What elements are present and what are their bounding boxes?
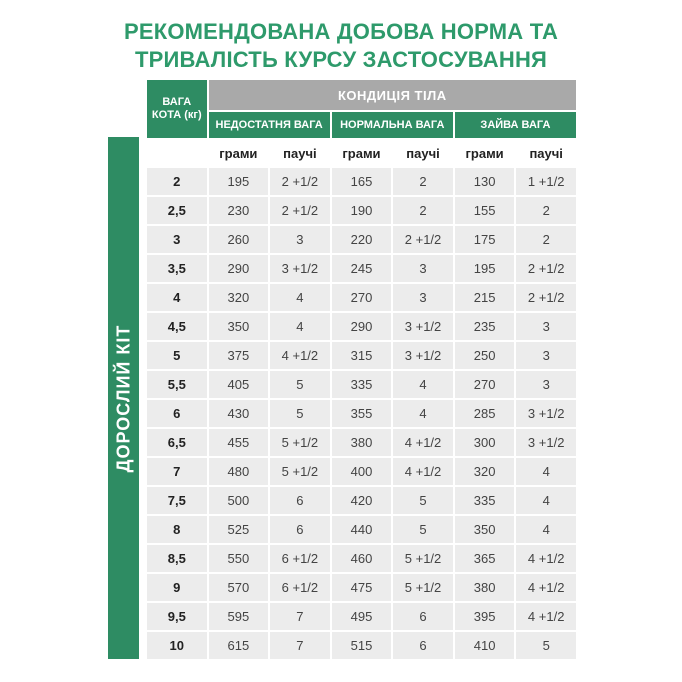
pouches-cell: 3 +1/2 — [270, 255, 330, 282]
weight-cell: 10 — [147, 632, 207, 659]
grams-cell: 215 — [455, 284, 515, 311]
pouches-cell: 4 — [393, 371, 453, 398]
grams-cell: 455 — [209, 429, 269, 456]
grams-cell: 335 — [332, 371, 392, 398]
grams-cell: 550 — [209, 545, 269, 572]
grams-cell: 500 — [209, 487, 269, 514]
grams-cell: 350 — [209, 313, 269, 340]
grams-cell: 300 — [455, 429, 515, 456]
weight-cell: 3,5 — [147, 255, 207, 282]
pouches-cell: 3 — [393, 284, 453, 311]
pouches-cell: 6 — [393, 632, 453, 659]
pouches-cell: 3 — [270, 226, 330, 253]
pouches-cell: 5 — [270, 400, 330, 427]
grams-cell: 365 — [455, 545, 515, 572]
grams-cell: 460 — [332, 545, 392, 572]
weight-cell: 5 — [147, 342, 207, 369]
grams-cell: 525 — [209, 516, 269, 543]
unit-grams-header: грами — [455, 140, 515, 166]
weight-cell: 7 — [147, 458, 207, 485]
pouches-cell: 5 +1/2 — [270, 458, 330, 485]
pouches-cell: 4 — [516, 487, 576, 514]
weight-cell: 7,5 — [147, 487, 207, 514]
grams-cell: 320 — [209, 284, 269, 311]
pouches-cell: 2 — [516, 197, 576, 224]
weight-cell: 9 — [147, 574, 207, 601]
table-row — [147, 632, 576, 659]
table-row — [147, 197, 576, 224]
grams-cell: 290 — [209, 255, 269, 282]
pouches-cell: 5 +1/2 — [393, 574, 453, 601]
table-row — [147, 487, 576, 514]
table-row — [147, 574, 576, 601]
grams-cell: 495 — [332, 603, 392, 630]
pouches-cell: 4 — [270, 284, 330, 311]
unit-blank-cell — [147, 140, 207, 166]
weight-cell: 3 — [147, 226, 207, 253]
grams-cell: 235 — [455, 313, 515, 340]
grams-cell: 175 — [455, 226, 515, 253]
pouches-cell: 3 +1/2 — [516, 400, 576, 427]
table-row — [147, 429, 576, 456]
grams-cell: 195 — [455, 255, 515, 282]
group-underweight-header: НЕДОСТАТНЯ ВАГА — [209, 112, 330, 138]
grams-cell: 270 — [332, 284, 392, 311]
pouches-cell: 3 — [516, 342, 576, 369]
grams-cell: 165 — [332, 168, 392, 195]
grams-cell: 420 — [332, 487, 392, 514]
table-row — [147, 342, 576, 369]
title-line-1: РЕКОМЕНДОВАНА ДОБОВА НОРМА ТА — [123, 19, 559, 44]
weight-cell: 6 — [147, 400, 207, 427]
grams-cell: 250 — [455, 342, 515, 369]
grams-cell: 375 — [209, 342, 269, 369]
grams-cell: 570 — [209, 574, 269, 601]
pouches-cell: 4 — [516, 516, 576, 543]
grams-cell: 480 — [209, 458, 269, 485]
table-row — [147, 400, 576, 427]
pouches-cell: 7 — [270, 603, 330, 630]
pouches-cell: 3 +1/2 — [393, 342, 453, 369]
table-body — [147, 168, 576, 659]
weight-cell: 6,5 — [147, 429, 207, 456]
grams-cell: 380 — [455, 574, 515, 601]
group-normal-weight-header: НОРМАЛЬНА ВАГА — [332, 112, 453, 138]
grams-cell: 320 — [455, 458, 515, 485]
grams-cell: 270 — [455, 371, 515, 398]
pouches-cell: 4 — [516, 458, 576, 485]
unit-pouches-header: паучі — [516, 140, 576, 166]
grams-cell: 515 — [332, 632, 392, 659]
grams-cell: 335 — [455, 487, 515, 514]
grams-cell: 595 — [209, 603, 269, 630]
table-row — [147, 371, 576, 398]
pouches-cell: 6 — [270, 516, 330, 543]
pouches-cell: 4 +1/2 — [393, 458, 453, 485]
table-row — [147, 226, 576, 253]
title-line-2: ТРИВАЛІСТЬ КУРСУ ЗАСТОСУВАННЯ — [134, 47, 548, 72]
grams-cell: 220 — [332, 226, 392, 253]
grams-cell: 315 — [332, 342, 392, 369]
pouches-cell: 2 +1/2 — [393, 226, 453, 253]
pouches-cell: 7 — [270, 632, 330, 659]
pouches-cell: 3 — [393, 255, 453, 282]
pouches-cell: 2 +1/2 — [516, 284, 576, 311]
table-row — [147, 458, 576, 485]
grams-cell: 380 — [332, 429, 392, 456]
pouches-cell: 6 +1/2 — [270, 545, 330, 572]
pouches-cell: 3 — [516, 313, 576, 340]
table-row — [147, 168, 576, 195]
pouches-cell: 4 — [270, 313, 330, 340]
adult-cat-side-label — [108, 137, 139, 659]
grams-cell: 190 — [332, 197, 392, 224]
grams-cell: 195 — [209, 168, 269, 195]
page-title — [0, 18, 682, 74]
unit-pouches-header: паучі — [270, 140, 330, 166]
weight-column-header: ВАГА КОТА (кг) — [147, 80, 207, 138]
grams-cell: 410 — [455, 632, 515, 659]
weight-cell: 2 — [147, 168, 207, 195]
grams-cell: 230 — [209, 197, 269, 224]
grams-cell: 350 — [455, 516, 515, 543]
pouches-cell: 5 — [393, 487, 453, 514]
pouches-cell: 3 +1/2 — [393, 313, 453, 340]
unit-grams-header: грами — [209, 140, 269, 166]
grams-cell: 155 — [455, 197, 515, 224]
pouches-cell: 4 +1/2 — [393, 429, 453, 456]
table-row — [147, 255, 576, 282]
grams-cell: 615 — [209, 632, 269, 659]
pouches-cell: 2 — [393, 197, 453, 224]
feeding-norm-table — [145, 78, 578, 661]
grams-cell: 260 — [209, 226, 269, 253]
pouches-cell: 5 — [516, 632, 576, 659]
group-overweight-header: ЗАЙВА ВАГА — [455, 112, 576, 138]
grams-cell: 440 — [332, 516, 392, 543]
pouches-cell: 3 — [516, 371, 576, 398]
pouches-cell: 4 +1/2 — [270, 342, 330, 369]
grams-cell: 355 — [332, 400, 392, 427]
pouches-cell: 6 — [270, 487, 330, 514]
unit-grams-header: грами — [332, 140, 392, 166]
pouches-cell: 4 +1/2 — [516, 574, 576, 601]
grams-cell: 130 — [455, 168, 515, 195]
pouches-cell: 5 +1/2 — [270, 429, 330, 456]
pouches-cell: 5 — [270, 371, 330, 398]
table-row — [147, 603, 576, 630]
table-row — [147, 545, 576, 572]
grams-cell: 290 — [332, 313, 392, 340]
pouches-cell: 2 — [516, 226, 576, 253]
grams-cell: 395 — [455, 603, 515, 630]
weight-cell: 5,5 — [147, 371, 207, 398]
pouches-cell: 4 +1/2 — [516, 545, 576, 572]
pouches-cell: 1 +1/2 — [516, 168, 576, 195]
weight-cell: 4 — [147, 284, 207, 311]
pouches-cell: 2 — [393, 168, 453, 195]
weight-cell: 8 — [147, 516, 207, 543]
side-label-text: ДОРОСЛИЙ КІТ — [113, 324, 134, 472]
grams-cell: 405 — [209, 371, 269, 398]
weight-cell: 9,5 — [147, 603, 207, 630]
pouches-cell: 2 +1/2 — [516, 255, 576, 282]
weight-cell: 4,5 — [147, 313, 207, 340]
grams-cell: 475 — [332, 574, 392, 601]
grams-cell: 285 — [455, 400, 515, 427]
pouches-cell: 3 +1/2 — [516, 429, 576, 456]
grams-cell: 400 — [332, 458, 392, 485]
table-row — [147, 516, 576, 543]
pouches-cell: 4 +1/2 — [516, 603, 576, 630]
table-row — [147, 284, 576, 311]
body-condition-header: КОНДИЦІЯ ТІЛА — [209, 80, 576, 110]
unit-pouches-header: паучі — [393, 140, 453, 166]
pouches-cell: 2 +1/2 — [270, 168, 330, 195]
weight-cell: 2,5 — [147, 197, 207, 224]
pouches-cell: 6 +1/2 — [270, 574, 330, 601]
table-row — [147, 313, 576, 340]
pouches-cell: 6 — [393, 603, 453, 630]
pouches-cell: 4 — [393, 400, 453, 427]
pouches-cell: 5 — [393, 516, 453, 543]
grams-cell: 430 — [209, 400, 269, 427]
grams-cell: 245 — [332, 255, 392, 282]
pouches-cell: 5 +1/2 — [393, 545, 453, 572]
weight-cell: 8,5 — [147, 545, 207, 572]
pouches-cell: 2 +1/2 — [270, 197, 330, 224]
